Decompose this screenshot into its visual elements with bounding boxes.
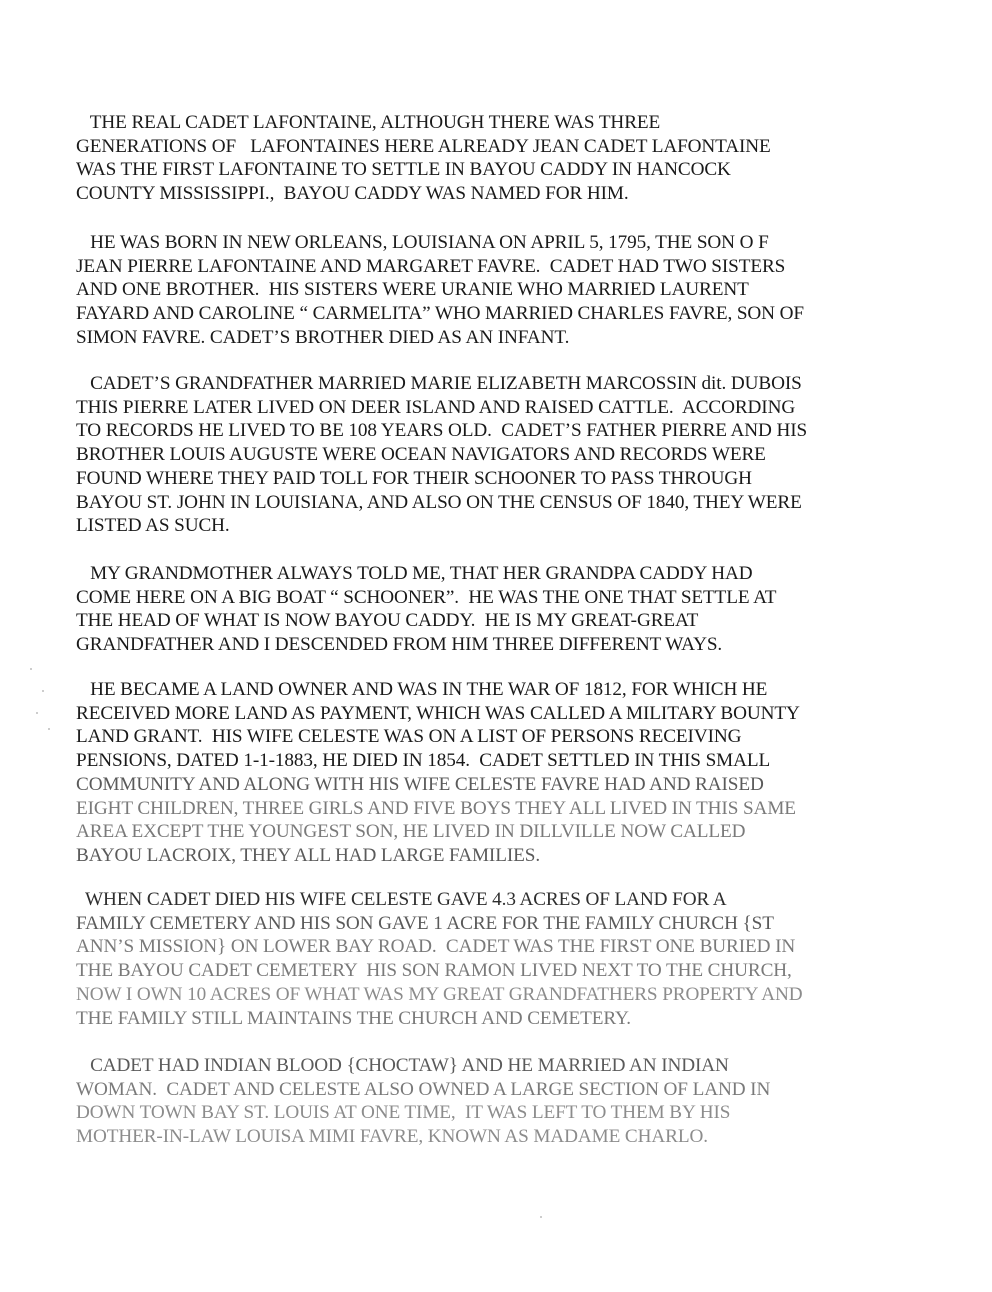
paragraph-line: BAYOU ST. JOHN IN LOUISIANA, AND ALSO ON THE CENSUS OF 1840, THEY WERE <box>76 491 802 513</box>
paragraph-line: TO RECORDS HE LIVED TO BE 108 YEARS OLD. CADET’S FATHER PIERRE AND HIS <box>76 420 808 442</box>
paragraph-line: JEAN PIERRE LAFONTAINE AND MARGARET FAVRE. CADET HAD TWO SISTERS <box>76 255 786 277</box>
paragraph-line: AREA EXCEPT THE YOUNGEST SON, HE LIVED IN DILLVILLE NOW CALLED <box>76 821 746 843</box>
paragraph-7 <box>76 1054 916 1149</box>
paragraph-line: THE FAMILY STILL MAINTAINS THE CHURCH AND CEMETERY. <box>76 1007 631 1029</box>
paragraph-line: LISTED AS SUCH. <box>76 515 230 537</box>
paragraph-line: THE REAL CADET LAFONTAINE, ALTHOUGH THERE WAS THREE <box>76 112 661 133</box>
scan-speck <box>42 690 44 692</box>
paragraph-4 <box>76 562 916 657</box>
paragraph-line: SIMON FAVRE. CADET’S BROTHER DIED AS AN INFANT. <box>76 326 570 348</box>
paragraph-5 <box>76 678 916 868</box>
paragraph-line: ANN’S MISSION} ON LOWER BAY ROAD. CADET WAS THE FIRST ONE BURIED IN <box>76 936 796 958</box>
paragraph-line: COMMUNITY AND ALONG WITH HIS WIFE CELESTE FAVRE HAD AND RAISED <box>76 773 764 795</box>
paragraph-line: BROTHER LOUIS AUGUSTE WERE OCEAN NAVIGATORS AND RECORDS WERE <box>76 444 766 466</box>
paragraph-line: FAYARD AND CAROLINE “ CARMELITA” WHO MARRIED CHARLES FAVRE, SON OF <box>76 303 804 325</box>
paragraph-line: LAND GRANT. HIS WIFE CELESTE WAS ON A LIST OF PERSONS RECEIVING <box>76 726 742 748</box>
paragraph-line: HE BECAME A LAND OWNER AND WAS IN THE WAR OF 1812, FOR WHICH HE <box>76 679 768 700</box>
paragraph-line: COUNTY MISSISSIPPI., BAYOU CADDY WAS NAMED FOR HIM. <box>76 183 629 205</box>
paragraph-line: BAYOU LACROIX, THEY ALL HAD LARGE FAMILIES. <box>76 844 541 866</box>
scan-speck <box>540 1216 542 1218</box>
paragraph-line: GENERATIONS OF LAFONTAINES HERE ALREADY JEAN CADET LAFONTAINE <box>76 135 771 157</box>
paragraph-line: MOTHER-IN-LAW LOUISA MIMI FAVRE, KNOWN AS MADAME CHARLO. <box>76 1126 708 1148</box>
paragraph-line: CADET’S GRANDFATHER MARRIED MARIE ELIZABETH MARCOSSIN dit. DUBOIS <box>76 373 802 394</box>
paragraph-line: COME HERE ON A BIG BOAT “ SCHOONER”. HE WAS THE ONE THAT SETTLE AT <box>76 586 777 608</box>
paragraph-line: DOWN TOWN BAY ST. LOUIS AT ONE TIME, IT WAS LEFT TO THEM BY HIS <box>76 1102 731 1124</box>
scan-speck <box>48 728 50 730</box>
paragraph-2 <box>76 231 916 350</box>
paragraph-1 <box>76 111 916 206</box>
paragraph-line: GRANDFATHER AND I DESCENDED FROM HIM THREE DIFFERENT WAYS. <box>76 634 723 656</box>
paragraph-line: WHEN CADET DIED HIS WIFE CELESTE GAVE 4.3 ACRES OF LAND FOR A <box>76 889 727 910</box>
scan-speck <box>36 712 38 714</box>
scan-speck <box>30 668 32 670</box>
paragraph-line: WOMAN. CADET AND CELESTE ALSO OWNED A LARGE SECTION OF LAND IN <box>76 1078 771 1100</box>
paragraph-line: WAS THE FIRST LAFONTAINE TO SETTLE IN BAYOU CADDY IN HANCOCK <box>76 159 731 181</box>
paragraph-line: FAMILY CEMETERY AND HIS SON GAVE 1 ACRE FOR THE FAMILY CHURCH {ST <box>76 912 774 934</box>
paragraph-line: THE HEAD OF WHAT IS NOW BAYOU CADDY. HE IS MY GREAT-GREAT <box>76 610 699 632</box>
paragraph-line: CADET HAD INDIAN BLOOD {CHOCTAW} AND HE MARRIED AN INDIAN <box>76 1055 729 1076</box>
paragraph-line: THE BAYOU CADET CEMETERY HIS SON RAMON LIVED NEXT TO THE CHURCH, <box>76 960 792 982</box>
paragraph-line: THIS PIERRE LATER LIVED ON DEER ISLAND AND RAISED CATTLE. ACCORDING <box>76 396 796 418</box>
paragraph-line: AND ONE BROTHER. HIS SISTERS WERE URANIE WHO MARRIED LAURENT <box>76 279 749 301</box>
paragraph-6 <box>76 888 916 1030</box>
paragraph-line: MY GRANDMOTHER ALWAYS TOLD ME, THAT HER GRANDPA CADDY HAD <box>76 563 753 584</box>
paragraph-3 <box>76 372 916 538</box>
paragraph-line: FOUND WHERE THEY PAID TOLL FOR THEIR SCHOONER TO PASS THROUGH <box>76 467 752 489</box>
paragraph-line: EIGHT CHILDREN, THREE GIRLS AND FIVE BOYS THEY ALL LIVED IN THIS SAME <box>76 797 796 819</box>
paragraph-line: RECEIVED MORE LAND AS PAYMENT, WHICH WAS CALLED A MILITARY BOUNTY <box>76 702 800 724</box>
paragraph-line: HE WAS BORN IN NEW ORLEANS, LOUISIANA ON APRIL 5, 1795, THE SON O F <box>76 232 769 253</box>
paragraph-line: NOW I OWN 10 ACRES OF WHAT WAS MY GREAT GRANDFATHERS PROPERTY AND <box>76 983 803 1005</box>
paragraph-line: PENSIONS, DATED 1-1-1883, HE DIED IN 1854. CADET SETTLED IN THIS SMALL <box>76 750 771 772</box>
